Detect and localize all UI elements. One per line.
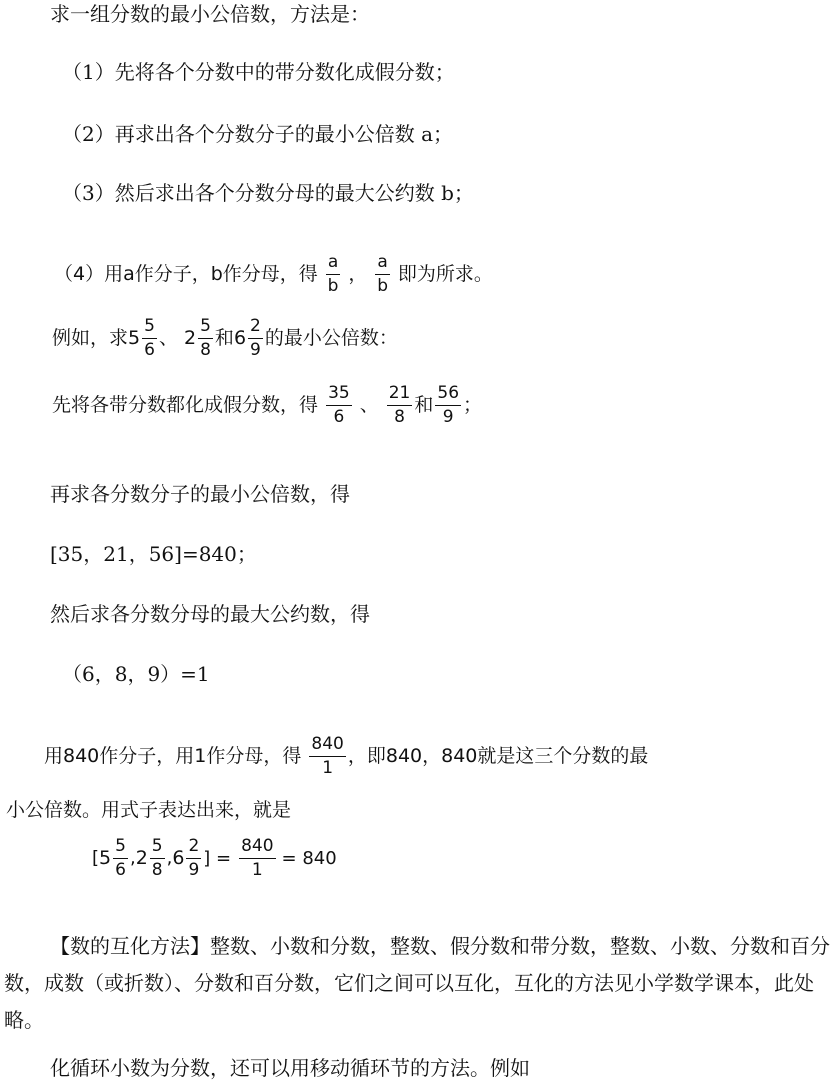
fraction-a-over-b [326,254,340,295]
step-1: （1）先将各个分数中的带分数化成假分数； [62,60,455,84]
formula [92,838,337,879]
mixed-fraction [113,838,128,879]
step-4-suffix: 即为所求。 [397,263,493,285]
mixed-fraction [186,838,201,879]
improper-fraction [387,385,413,426]
step-4 [54,254,493,295]
fraction-denominator: 9 [442,407,454,427]
fraction-numerator: 35 [326,385,352,406]
fraction-numerator: 5 [113,838,128,859]
fraction-numerator: 5 [198,318,213,339]
example-line [52,318,398,359]
separator: 和 [214,327,234,349]
fraction-numerator: a [375,254,389,275]
fraction-denominator: 6 [144,340,155,360]
mixed-fraction [248,318,263,359]
gcd-text: 然后求各分数分母的最大公约数，得 [50,602,370,626]
result-fraction [309,736,345,777]
last-line: 化循环小数为分数，还可以用移动循环节的方法。例如 [50,1056,530,1080]
lcm-value: [35，21，56]=840； [50,542,257,566]
fraction-numerator: 21 [387,385,413,406]
step-2: （2）再求出各个分数分子的最小公倍数 a； [62,122,454,146]
fraction-denominator: 6 [115,860,126,880]
mixed-whole: 6 [172,847,185,869]
intro-line: 求一组分数的最小公倍数，方法是： [50,2,370,26]
improper-fraction [435,385,461,426]
improper-fraction [326,385,352,426]
mixed-fraction [198,318,213,359]
result-line-2: 小公倍数。用式子表达出来，就是 [6,799,292,821]
result-suffix: ，即840，840就是这三个分数的最 [347,745,649,767]
fraction-denominator: 9 [188,860,200,880]
fraction-numerator: 840 [309,736,345,757]
comma: , [129,847,136,869]
fraction-numerator: 56 [435,385,461,406]
formula-result: = 840 [281,847,337,869]
mixed-fraction [142,318,157,359]
fraction-numerator: 2 [248,318,263,339]
mixed-whole: 5 [99,847,112,869]
fraction-denominator: 6 [333,407,345,427]
fraction-denominator: 8 [394,407,405,427]
fraction-numerator: 840 [239,838,275,859]
fraction-numerator: 5 [150,838,165,859]
lcm-text: 再求各分数分子的最小公倍数，得 [50,482,350,506]
step-3: （3）然后求出各个分数分母的最大公约数 b； [62,181,474,205]
result-prefix: 用840作分子，用1作分母，得 [44,745,302,767]
separator: 、 [158,327,178,349]
fraction-a-over-b [375,254,389,295]
mixed-whole: 2 [135,847,148,869]
fraction-denominator: 8 [200,340,211,360]
fraction-denominator: 1 [251,860,263,880]
result-line [44,736,648,777]
fraction-denominator: b [377,276,388,296]
fraction-denominator: b [327,276,339,296]
gcd-value: （6，8，9）=1 [62,662,210,686]
fraction-denominator: 9 [250,340,261,360]
improper-suffix: ； [463,394,483,416]
mixed-whole: 2 [184,327,197,349]
step-4-prefix: （4）用a作分子，b作分母，得 [54,263,318,285]
fraction-numerator: 2 [186,838,201,859]
example-suffix: 的最小公倍数： [264,327,398,349]
mixed-fraction [150,838,165,879]
separator: 、 [359,394,379,416]
formula-open: [ [92,847,100,869]
example-prefix: 例如，求 [52,327,129,349]
formula-close: ] = [203,847,232,869]
formula-fraction [239,838,275,879]
fraction-denominator: 8 [151,860,163,880]
conversion-paragraph: 【数的互化方法】整数、小数和分数，整数、假分数和带分数，整数、小数、分数和百分数，成数（或折数）、分数和百分数，它们之间可以互化，互化的方法见小学数学课本，此处略。 [4,934,830,1032]
mixed-whole: 5 [128,327,141,349]
improper-line [52,385,482,426]
mixed-whole: 6 [233,327,247,349]
improper-prefix: 先将各带分数都化成假分数，得 [52,394,319,416]
separator: ， [348,263,368,285]
comma: , [166,847,173,869]
fraction-denominator: 1 [322,758,334,778]
fraction-numerator: a [326,254,340,275]
separator: 和 [414,394,434,416]
fraction-numerator: 5 [142,318,157,339]
